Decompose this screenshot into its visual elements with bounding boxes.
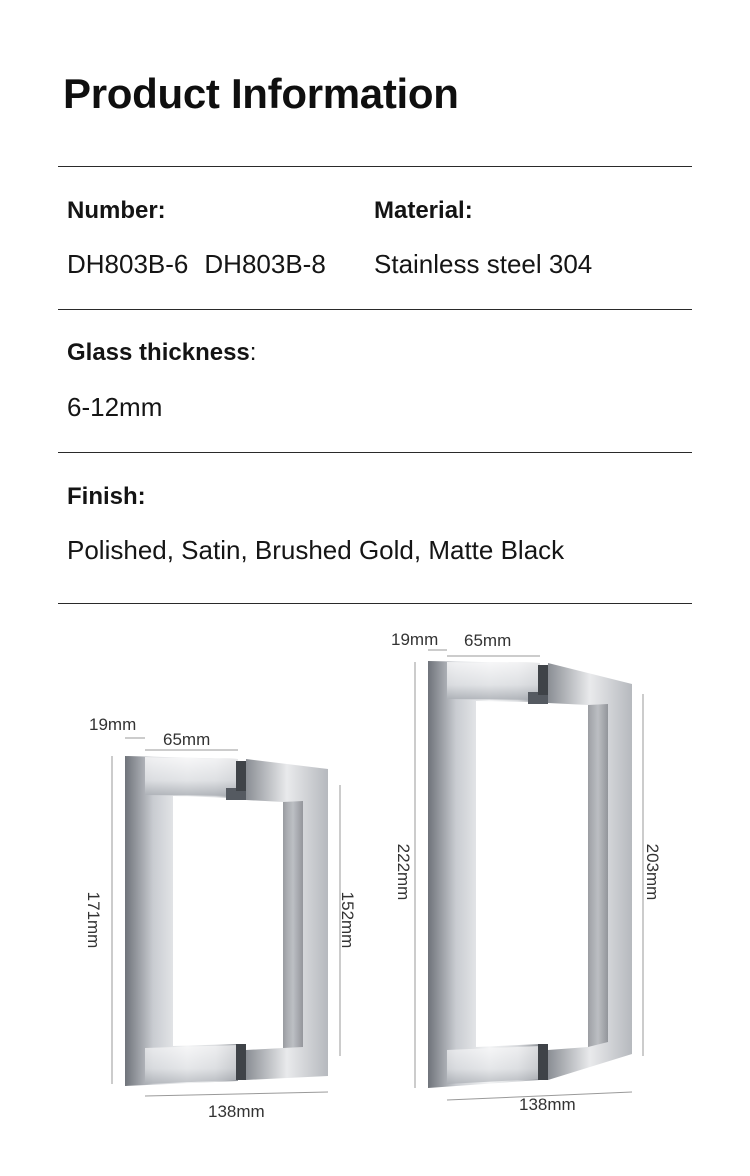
- glass-thickness-label: [67, 339, 256, 367]
- handle-large-left-part: [428, 661, 540, 1088]
- product-drawing: [0, 610, 750, 1176]
- divider: [58, 603, 692, 604]
- connector: [236, 1044, 246, 1080]
- divider: [58, 166, 692, 167]
- glass-thickness-label-text: Glass thickness: [67, 339, 250, 366]
- dim-overall-height: 222mm: [394, 843, 413, 901]
- handle-large: [391, 630, 662, 1114]
- handle-small-right-part: [246, 759, 328, 1080]
- finish-value: Polished, Satin, Brushed Gold, Matte Black: [67, 535, 565, 565]
- glass-thickness-colon: :: [249, 339, 257, 366]
- page-title: Product Information: [63, 70, 459, 117]
- divider: [58, 309, 692, 310]
- number-label: Number:: [67, 197, 166, 224]
- dim-gap: 65mm: [464, 631, 512, 650]
- connector: [538, 1044, 548, 1080]
- finish-label: Finish:: [67, 483, 146, 510]
- number-value: [67, 249, 326, 280]
- material-label: Material:: [374, 197, 473, 224]
- dim-bar-width: 19mm: [89, 715, 137, 734]
- dim-overall-width: 138mm: [519, 1095, 576, 1114]
- handle-large-right-part: [548, 663, 632, 1080]
- dim-center-to-center: 152mm: [338, 891, 357, 949]
- connector: [236, 761, 246, 791]
- divider: [58, 452, 692, 453]
- dim-overall-width: 138mm: [208, 1102, 265, 1121]
- dim-bar-width: 19mm: [391, 630, 439, 649]
- handle-small: [84, 715, 357, 1121]
- model-number-2: DH803B-8: [204, 249, 326, 279]
- connector: [538, 665, 548, 695]
- dim-gap: 65mm: [163, 730, 211, 749]
- dim-overall-height: 171mm: [84, 891, 103, 949]
- material-value: Stainless steel 304: [374, 249, 593, 279]
- glass-thickness-value: 6-12mm: [67, 392, 163, 422]
- dimension-line: [145, 1092, 328, 1096]
- dim-center-to-center: 203mm: [643, 843, 662, 901]
- handle-small-left-part: [125, 756, 238, 1086]
- model-number-1: DH803B-6: [67, 249, 189, 279]
